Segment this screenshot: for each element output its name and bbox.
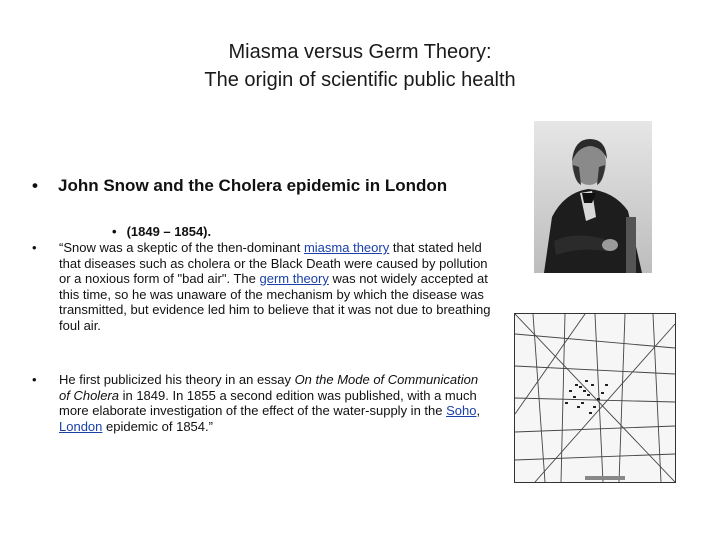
text-run: in 1849. In 1855 a second edition was published, with a much more elaborate investigation of the effect of the water-supply in the <box>59 387 477 418</box>
text-run: “Snow was a skeptic of the then-dominant <box>59 240 304 255</box>
bullet-marker: • <box>32 372 37 387</box>
soho-link[interactable]: Soho <box>446 403 477 418</box>
main-bullet <box>32 176 472 196</box>
paragraph-text <box>59 372 492 434</box>
main-bullet-text: John Snow and the Cholera epidemic in London <box>58 176 448 195</box>
essay-title: On the Mode of Communication of Cholera <box>59 372 479 403</box>
title-line-2: The origin of scientific public health <box>204 69 516 91</box>
london-link[interactable]: London <box>59 418 103 434</box>
title-line-1: Miasma versus Germ Theory: <box>228 41 492 63</box>
text-run: was not widely accepted at this time, so he was unaware of the mechanism by which the disease was transmitted, but evidence led him to believe that it was not due to breathing foul air. <box>59 271 491 333</box>
miasma-theory-link[interactable]: miasma theory <box>303 240 390 255</box>
paragraph-miasma <box>32 240 492 333</box>
map-illustration <box>515 314 675 482</box>
portrait-illustration <box>534 121 652 273</box>
john-snow-portrait <box>534 121 652 273</box>
sub-bullet <box>112 224 412 240</box>
text-run: that stated held that diseases such as cholera or the Black Death were caused by pollution or a noxious form of "bad air". The <box>59 240 488 286</box>
text-run: , <box>476 403 481 418</box>
cholera-map <box>514 313 676 483</box>
paragraph-text <box>59 240 492 333</box>
sub-bullet-text: (1849 – 1854). <box>126 224 212 239</box>
bullet-marker: • <box>32 240 37 255</box>
paragraph-essay <box>32 372 492 434</box>
text-run: epidemic of 1854.” <box>102 418 213 434</box>
text-run: He first publicized his theory in an essay <box>59 372 295 387</box>
slide-title <box>0 38 720 94</box>
bullet-marker: • <box>112 224 117 239</box>
bullet-marker: • <box>32 176 38 195</box>
germ-theory-link[interactable]: germ theory <box>259 271 329 286</box>
